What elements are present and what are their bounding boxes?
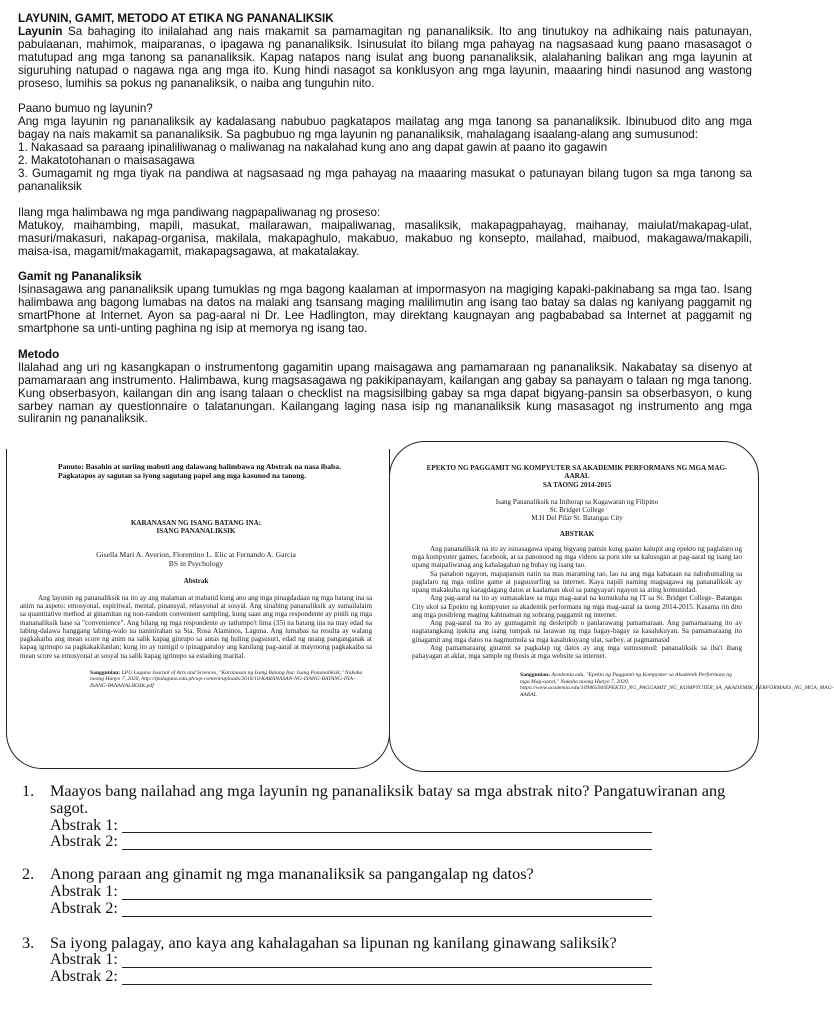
questions bbox=[22, 783, 742, 985]
question-1-number: 1. bbox=[22, 782, 35, 800]
abstract-2-line-2: St. Bridget College bbox=[549, 506, 605, 514]
abstract-2-title-1: EPEKTO NG PAGGAMIT NG KOMPYUTER SA AKADEMIK PERFORMANS NG MGA MAG-AARAL bbox=[426, 464, 728, 481]
abstract-2-p4: Ang pag-aaral na ito ay gumagamit ng deskriptib o panlarawang pamamaraan. Ang pamamaraang ito ay nagtatangkang ipakita ang isang tumpak na larawan ng mga bagay-bagay sa kasalukuyan. Sa pamamaraang ito ginagamit ang mga datos na nagmumula sa mga kasalukuyang ulat, sarbey, at pagmamasid bbox=[412, 619, 742, 644]
list-item-1: 1. Nakasaad sa paraang ipinaliliwanag o maliwanag na nakalahad kung ano ang dapat gawin at paano ito gagawin bbox=[18, 141, 608, 155]
abstract-2-line-3: M.H Del Pilar St. Batangas City bbox=[531, 514, 623, 523]
abstract-2 bbox=[412, 464, 834, 699]
abstract-2-section: ABSTRAK bbox=[559, 529, 595, 538]
list-item-2: 2. Makatotohanan o maisasagawa bbox=[18, 154, 195, 168]
pandiwa-list: Matukoy, maihambing, mapili, masukat, mailarawan, maipaliwanag, masaliksik, makapagpahayag, maihanay, maiulat/makapag-ulat, masuri/makasuri, nakapag-organisa, makilala, makapaghulo, makabuo, makabuo ng konsepto, mailahad, maibuod, makagawa/makapili, maisa-isa, magamit/makagamit, makapagsagawa, at makatalakay. bbox=[18, 218, 752, 258]
gamit-body: Isinasagawa ang pananaliksik upang tumuklas ng mga bagong kaalaman at impormasyon na magiging kapaki-pakinabang sa mga tao. Isang halimbawa ang bagong lumabas na datos na malaki ang tsansang maging malilimutin ang isang tao batay sa dalas ng kaniyang paggamit ng smartPhone at Internet. Ayon sa pag-aaral ni Dr. Lee Hadlington, may direktang kaugnayan ang pagbababad sa Internet at paggamit ng smartphone sa unti-unting paghina ng isip at memorya ng isang tao. bbox=[18, 283, 752, 336]
answer-line[interactable] bbox=[122, 820, 652, 833]
abstract-2-p2: Sa panahon ngayon, mapapansin natin na mas maraming tao, lao na ang mga kabataan na nahuhumaling sa paglalaro ng mga online game at pagsusurfing sa internet. Kaya napili naming magsagawa ng pananaliksik ay upang makakuha ng karagdagang datos at kaalaman ukol sa pangyayari ngayon sa ating komunidad. bbox=[412, 569, 742, 594]
abstract-2-source-label: Sanggunian: bbox=[520, 672, 551, 679]
question-1-answer-2[interactable] bbox=[50, 833, 742, 850]
layunin-lead: Layunin bbox=[18, 24, 63, 38]
question-3-text: Sa iyong palagay, ano kaya ang kahalagahan sa lipunan ng kanilang ginawang saliksik? bbox=[50, 933, 617, 952]
question-1 bbox=[22, 783, 742, 850]
abstract-1 bbox=[20, 519, 372, 690]
abstract-2-title-2: SA TAONG 2014-2015 bbox=[542, 480, 612, 489]
abstract-1-section: Abstrak bbox=[183, 576, 209, 585]
question-2-answer-1[interactable] bbox=[50, 883, 742, 900]
paano-body: Ang mga layunin ng pananaliksik ay kadalasang nabubuo pagkatapos mailatag ang mga tanong sa pananaliksik. Ibinubuod dito ang mga bagay na nais makamit sa pananaliksik. Sa pagbubuo ng mga layunin ng pananaliksik, mahalagang isaalang-alang ang sumusunod: bbox=[18, 115, 752, 142]
abstract-2-source bbox=[520, 672, 834, 699]
answer-line[interactable] bbox=[122, 904, 652, 917]
layunin-paragraph bbox=[18, 26, 752, 91]
layunin-body: Sa bahaging ito inilalahad ang nais makamit sa pamamagitan ng pananaliksik. Ito ang tinutukoy na adhikaing nais patunayan, pabulaanan, mahimok, maiparanas, o ipagawa ng pananaliksik. Isinusulat ito bilang mga pahayag na nagsasaad kung paano masasagot o matutupad ang mga tanong sa pananaliksik. Kapag natapos nang isulat ang buong pananaliksik, alalahaning balikan ang mga layunin at siguruhing natupad o nagawa nga ang mga ito. Kung hindi nasagot sa konklusyon ang mga layunin, maaaring hindi nasunod ang wastong proseso, lumihis sa pokus ng pananaliksik, o naiba ang tunguhin nito. bbox=[18, 24, 752, 90]
metodo-heading: Metodo bbox=[18, 347, 60, 361]
answer-line[interactable] bbox=[122, 972, 652, 985]
answer-line[interactable] bbox=[122, 887, 652, 900]
instructions-body: Basahin at suriing mabuti ang dalawang halimbawa ng Abstrak na nasa ibaba. Pagkatapos ay sagutan sa iyong sagutang papel ang mga kasunod na tanong. bbox=[58, 462, 341, 481]
list-item-3: 3. Gumagamit ng mga tiyak na pandiwa at nagsasaad ng mga pahayag na maaaring masukat o patunayan bilang tugon sa mga tanong sa pananaliksik bbox=[18, 166, 752, 193]
abstract-1-program: BS in Psychology bbox=[168, 558, 224, 568]
instructions-text bbox=[58, 462, 372, 480]
question-2-answer-2[interactable] bbox=[50, 900, 742, 917]
question-1-text: Maayos bang nailahad ang mga layunin ng pananaliksik batay sa mga abstrak nito? Pangatuwiranan ang sagot. bbox=[50, 782, 726, 817]
instructions bbox=[58, 462, 372, 480]
question-2 bbox=[22, 866, 742, 916]
question-3 bbox=[22, 935, 742, 985]
answer-label: Abstrak 1: bbox=[50, 815, 118, 834]
gamit-heading: Gamit ng Pananaliksik bbox=[18, 270, 142, 284]
abstract-1-source bbox=[90, 670, 372, 690]
abstract-1-body: Ang layunin ng pananaliksik na ito ay ang malaman at mabatid kung ano ang mga pinagdadaan ng mga batang ina sa anim na aspeto: emosyonal, espiritwal, mental, pinansyal, relasyonal at sosyal. Ang sinabing pananaliksik ay sumailalaim sa quantitative method at ginamitan ng non-random convenient sampling, kung saan ang mga respondente ay pinili ng mga mananaliksik base sa "convenience". Ang bilang ng mga respondente ay tatlumpo't lima (35) na batang ina na may edad na labing-dalawa hanggang labing-walo na naninirahan sa Sta. Rosa Alaminos, Laguna. Ang lumabas na resulta ay walang pagkakaiba ang mean score ng anim na salik kapag ginrupo sa antas ng huling pagsusuri, edad ng unang panganganak at kapag igrinupo sa pagkakakilanlan; kung ito ay tumigil o ipinagpatuloy ang kanilang pag-aaral at mayroong pagkakaiba sa mean score sa emosyonal at sosyal na salik kapag igrinupo sa estadong marital. bbox=[20, 593, 372, 660]
question-3-answer-1[interactable] bbox=[50, 951, 742, 968]
question-3-number: 3. bbox=[22, 933, 35, 952]
question-2-text: Anong paraan ang ginamit ng mga mananaliksik sa pangangalap ng datos? bbox=[50, 865, 534, 884]
abstract-1-authors: Gisella Mari A. Averion, Florentino L. Elic at Fernando A. Garcia bbox=[96, 549, 296, 559]
question-2-number: 2. bbox=[22, 865, 35, 884]
paano-question: Paano bumuo ng layunin? bbox=[18, 102, 153, 116]
answer-label: Abstrak 1: bbox=[50, 881, 118, 900]
answer-label: Abstrak 2: bbox=[50, 832, 118, 851]
question-3-answer-2[interactable] bbox=[50, 968, 742, 985]
answer-line[interactable] bbox=[122, 955, 652, 968]
abstract-2-p1: Ang pananaliksik na ito ay isinasagawa upang bigyang pansin kung gaano kalupit ang epekto ng paglalaro ng mga kompyuter games, facebook, at sa panonood ng mga videos sa porn site sa kalusugan at pag-aaral ng isang tao upang maipaliwanag ang kahalagahan ng buhay ng isang tao. bbox=[412, 544, 742, 570]
answer-label: Abstrak 2: bbox=[50, 967, 118, 986]
abstract-2-line-1: Isang Pananaliksik na Inihorap sa Kagawaran ng Filipino bbox=[495, 497, 659, 506]
abstract-1-source-text: LPU Laguna Journal of Arts and Sciences, "Karanasan ng Isang Batang Ina: Isang Pananaliksik," Nakuha noong Hunyo 7, 2020, http://lpulaguna.edu.ph/wp-content/uploads/2016/10/KARANASAN-NG-ISANG-BATANG-INA-ISANG-PANANALIKSIK.pdf bbox=[90, 669, 363, 689]
lesson-text bbox=[18, 13, 752, 426]
pandiwa-intro: Ilang mga halimbawa ng mga pandiwang nagpapaliwanag ng proseso: bbox=[18, 205, 381, 219]
question-1-answer-1[interactable] bbox=[50, 817, 742, 834]
abstract-2-source-text: Academia.edu, "Epekto ng Paggamit ng Kompyuter sa Akademik Performans ng mga Mag-aaral," Nakuha noong Hunyo 7, 2020, https://www.academia.edu/10986594/EPEKTO_NG_PAGGAMIT_NG_KOMPYUTER_SA_AKADEMIK_PERFORMANS_NG_MGA_MAG-AARAL bbox=[520, 672, 834, 699]
abstract-1-title-2: ISANG PANANALIKSIK bbox=[156, 527, 236, 536]
abstract-2-p3: Ang pag-aaral na ito ay sumasaklaw sa mga mag-aaral na kumukuha ng IT sa St. Bridget College- Batangas City ukol sa Epekto ng kompyuter sa akademik performans ng mga mag-aaral sa taong 2014-2015. Kasama rin dito ang mga posibleng maging kahinatnan ng sobrang paggamit ng internet. bbox=[412, 594, 742, 619]
lesson-heading: LAYUNIN, GAMIT, METODO AT ETIKA NG PANANALIKSIK bbox=[18, 12, 334, 25]
answer-label: Abstrak 1: bbox=[50, 950, 118, 969]
answer-label: Abstrak 2: bbox=[50, 898, 118, 917]
abstract-2-p5: Ang pamamaraang ginamit sa pagkalap ng datos ay ang mga sumusunod: pananaliksik sa iba't ibang pahayagan at aklat, mga sample ng thesis at mga website sa internet. bbox=[412, 643, 742, 660]
metodo-body: Ilalahad ang uri ng kasangkapan o instrumentong gagamitin upang maisagawa ang pamamaraan ng pananaliksik. Nakabatay sa disenyo at pamamaraan ang instrumento. Halimbawa, kung magsasagawa ng pakikipanayam, kailangan ang gabay sa panayam o talaan ng mga tanong. Kung obserbasyon, kailangan din ang isang talaan o checklist na magsisilbing gabay sa mga dapat bigyang-pansin sa obserbasyon, o kung sarbey naman ay questionnaire o talatanungan. Kailangang laging nasa isip ng mananaliksik kung masasagot ng instrumento ang mga suliranin ng pananaliksik. bbox=[18, 360, 752, 426]
answer-line[interactable] bbox=[122, 837, 652, 850]
abstract-1-title-1: KARANASAN NG ISANG BATANG INA: bbox=[130, 519, 262, 527]
abstract-1-source-label: Sanggunian: bbox=[90, 669, 121, 676]
instructions-label: Panuto: bbox=[58, 462, 84, 471]
